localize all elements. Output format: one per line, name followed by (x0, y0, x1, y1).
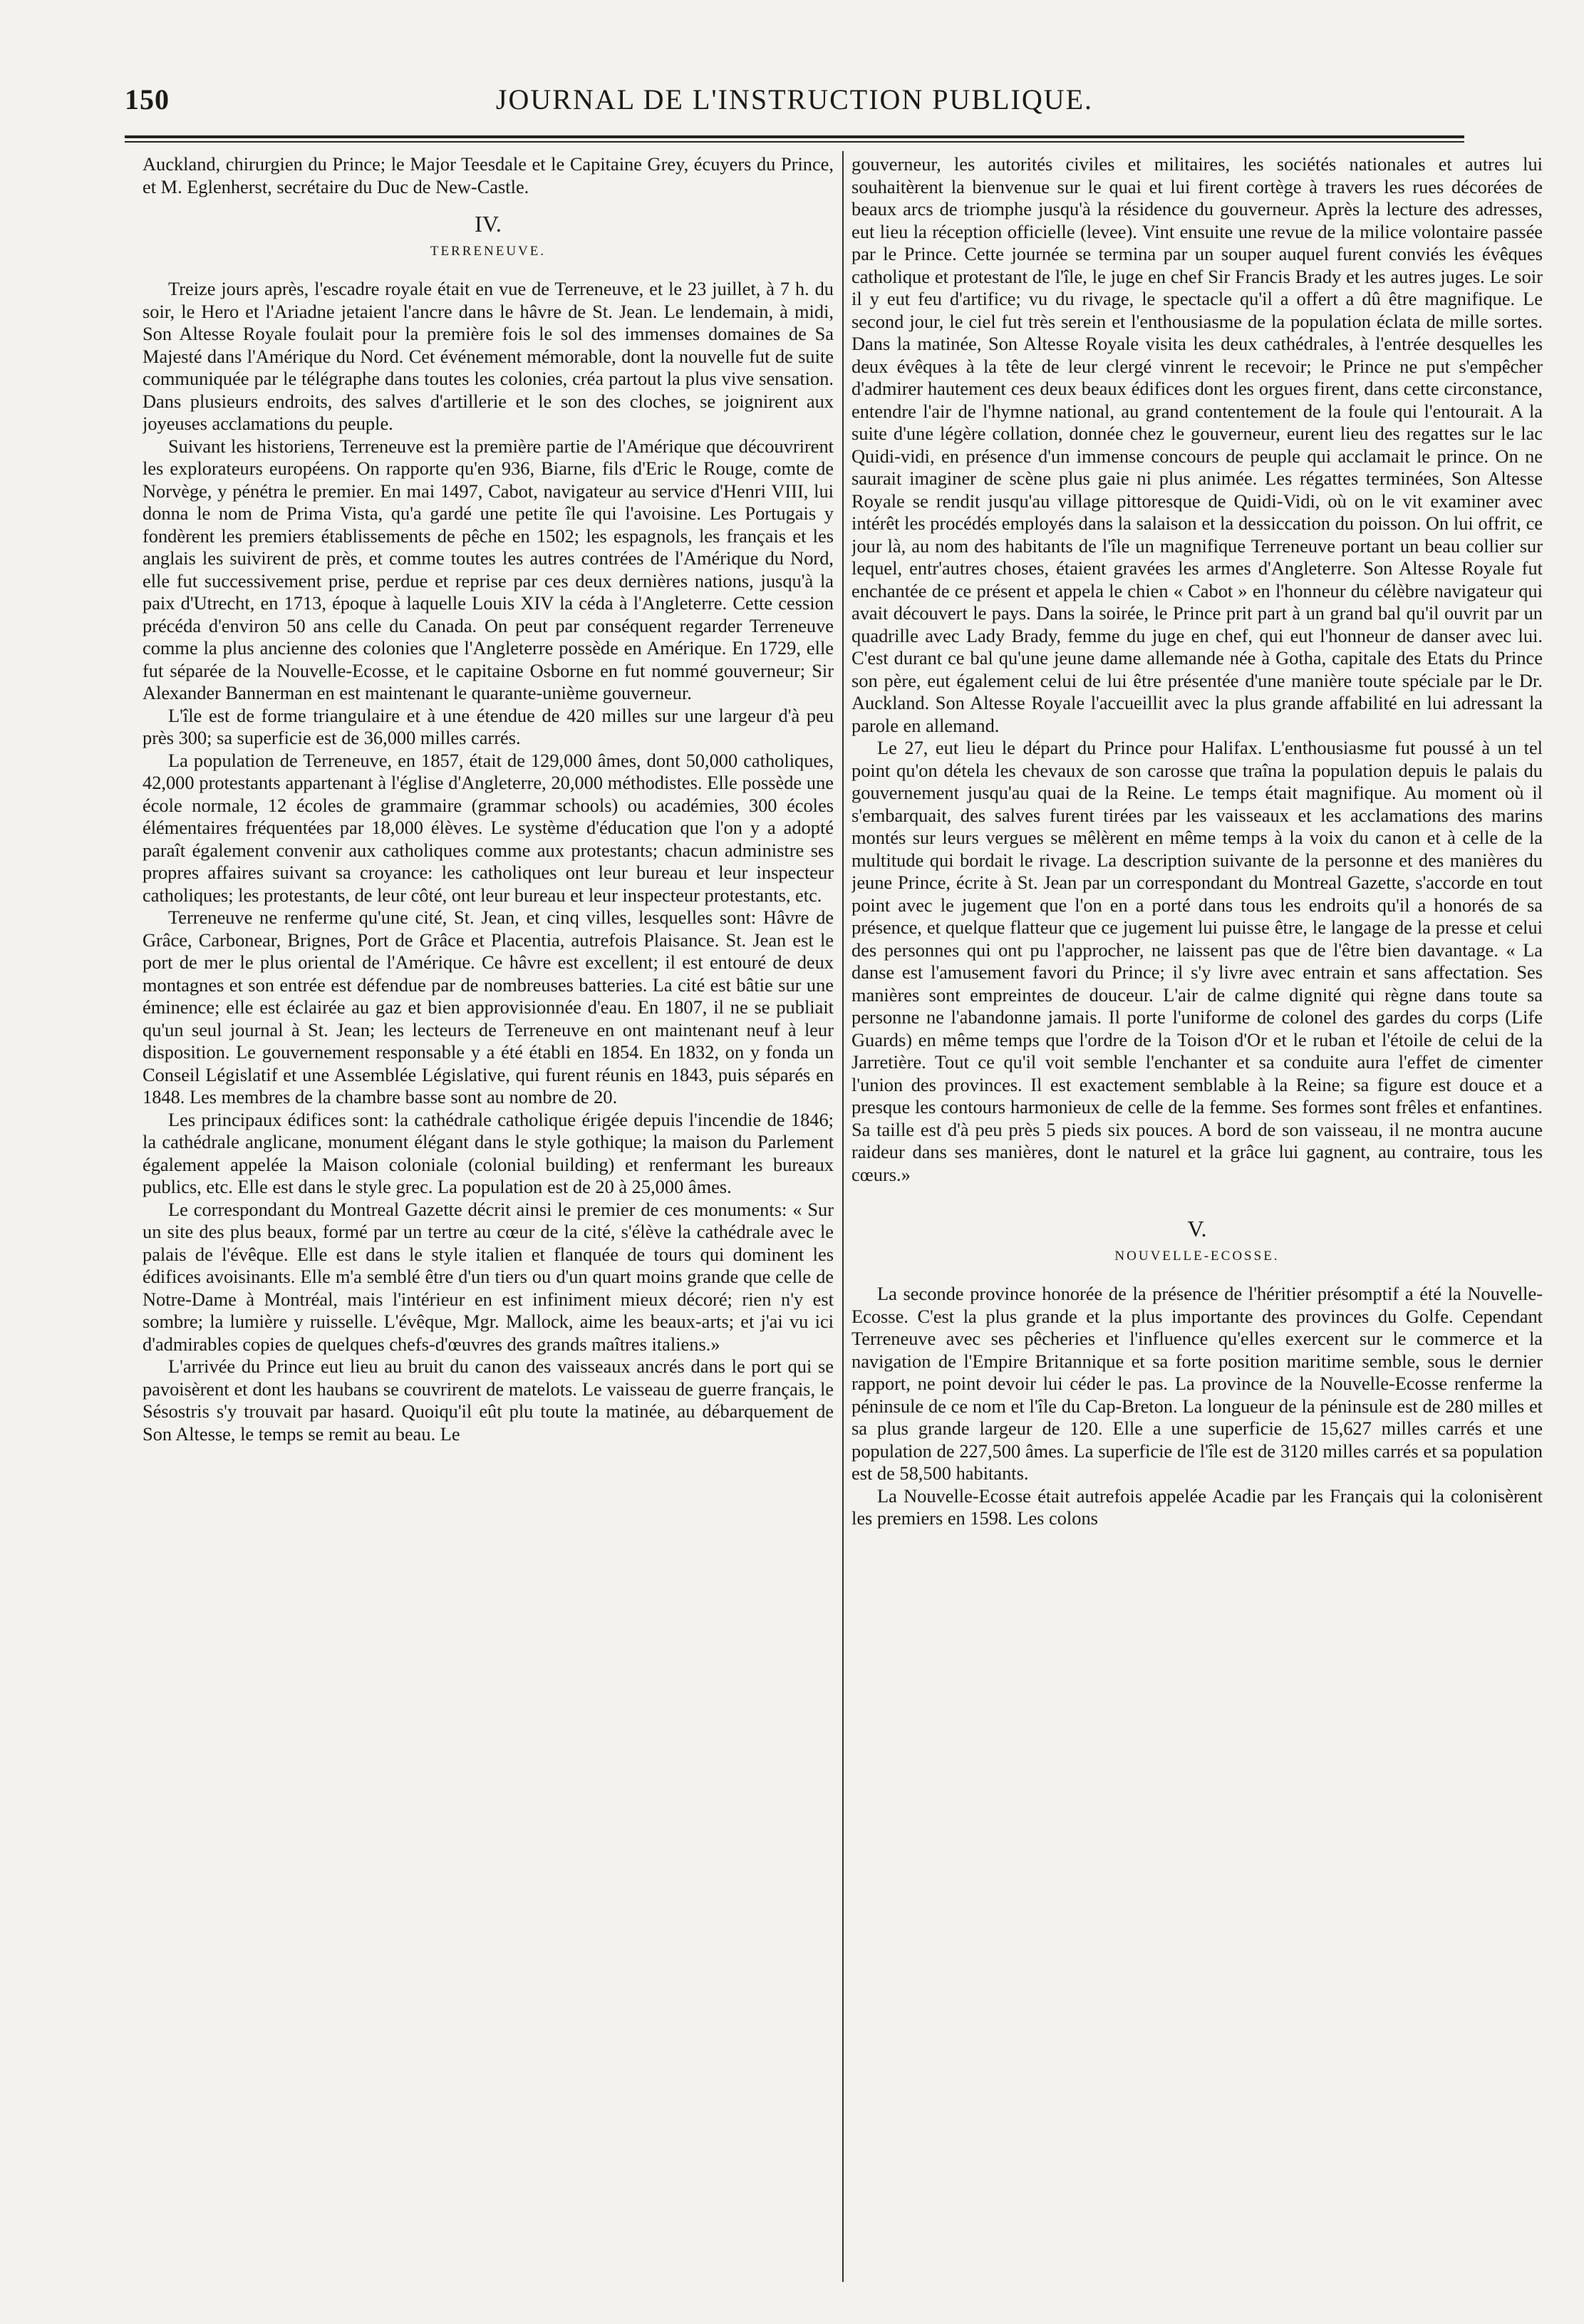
section-title: NOUVELLE-ECOSSE. (1114, 1249, 1280, 1264)
running-title: JOURNAL DE L'INSTRUCTION PUBLIQUE. (495, 83, 1094, 115)
page-number: 150 (125, 83, 170, 115)
paragraph: La seconde province honorée de la présence de l'héritier présomptif a été la Nouvelle-Ecosse. C'est la plus grande et la plus importante des provinces du Golfe. Cependant Terreneuve avec ses pêcheries et l'influence qu'elles exercent sur le commerce et la navigation de l'Empire Britannique et sa forte position maritime semble, sous le dernier rapport, ne point devoir lui céder le pas. La province de la Nouvelle-Ecosse renferme la péninsule de ce nom et l'île du Cap-Breton. La longueur de la péninsule est de 280 milles et sa plus grande largeur de 120. Elle a une superficie de 15,627 milles carrés et une population de 227,500 âmes. La superficie de l'île est de 3120 milles carrés et sa population est de 58,500 habitants. (851, 1283, 1543, 1484)
paragraph: Terreneuve ne renferme qu'une cité, St. Jean, et cinq villes, lesquelles sont: Hâvre de Grâce, Carbonear, Brignes, Port de Grâce et Placentia, autrefois Plaisance. St. Jean est le port de mer le plus oriental de l'Amérique. Ce hâvre est excellent; il est entouré de deux montagnes et son entrée est défendue par de nombreuses batteries. La cité est bâtie sur une éminence; elle est éclairée au gaz et bien approvisionnée d'eau. En 1807, il ne se publiait qu'un seul journal à St. Jean; les lecteurs de Terreneuve en ont maintenant neuf à leur disposition. Le gouvernement responsable y a été établi en 1854. En 1832, on y fonda un Conseil Législatif et une Assemblée Législative, qui furent réunis en 1843, puis séparés en 1848. Les membres de la chambre basse sont au nombre de 20. (143, 907, 834, 1107)
paragraph: La population de Terreneuve, en 1857, était de 129,000 âmes, dont 50,000 catholiques, 42,000 protestants appartenant à l'église d'Angleterre, 20,000 méthodistes. Elle possède une école normale, 12 écoles de grammaire (grammar schools) ou académies, 300 écoles élémentaires fréquentées par 18,000 élèves. Le système d'éducation que l'on y a adopté paraît également convenir aux catholiques comme aux protestants; chacun administre ses propres affaires suivant sa croyance: les catholiques ont leur bureau et leur inspecteur catholiques; les protestants, de leur côté, ont leur bureau et leur inspecteur protestants, etc. (143, 749, 834, 906)
continued-paragraph: gouverneur, les autorités civiles et militaires, les sociétés nationales et autres lui souhaitèrent la bienvenue sur le quai et lui firent cortège à travers les rues décorées de beaux arcs de triomphe jusqu'à la résidence du gouverneur. Après la lecture des adresses, eut lieu la réception officielle (levee). Vint ensuite une revue de la milice volontaire passée par le Prince. Cette journée se termina par un souper auquel furent conviés les évêques catholique et protestant de l'île, le juge en chef Sir Francis Brady et les autres juges. Le soir il y eut feu d'artifice; vu du rivage, le spectacle qu'il a offert a dû être magnifique. Le second jour, le ciel fut très serein et l'enthousiasme de la population éclata de mille sortes. Dans la matinée, Son Altesse Royale visita les deux cathédrales, à l'entrée desquelles les deux évêques à la tête de leur clergé vinrent le recevoir; le Prince ne put s'empêcher d'admirer hautement ces deux beaux édifices dont les orgues firent, dans cette circonstance, entendre l'air de l'hymne national, au grand contentement de la foule qui l'entourait. A la suite d'une légère collation, donnée chez le gouverneur, eurent lieu des regattes sur le lac Quidi-vidi, en présence d'un immense concours de peuple qui acclamait le prince. On ne saurait imaginer de scène plus gaie ni plus animée. Les régattes terminées, Son Altesse Royale se rendit jusqu'au village pittoresque de Quidi-Vidi, où on le vit examiner avec intérêt les procédés employés dans la salaison et la dessiccation du poisson. On lui offrit, ce jour là, au nom des habitants de l'île un magnifique Terreneuve portant un beau collier sur lequel, entr'autres choses, étaient gravées les armes d'Angleterre. Son Altesse Royale fut enchantée de ce présent et appela le chien « Cabot » en l'honneur du célèbre navigateur qui avait découvert le pays. Dans la soirée, le Prince prit part à un grand bal qu'il ouvrit par un quadrille avec Lady Brady, femme du juge en chef, qui eut l'honneur de danser avec lui. C'est durant ce bal qu'une jeune dame allemande née à Gotha, capitale des Etats du Prince son père, eut également celui de lui être présentée d'une manière toute spéciale par le Dr. Auckland. Son Altesse Royale l'accueillit avec la plus grande affabilité en lui adressant la parole en allemand. (851, 153, 1543, 736)
paragraph: Les principaux édifices sont: la cathédrale catholique érigée depuis l'incendie de 1846; la cathédrale anglicane, monument élégant dans le style gothique; la maison du Parlement également appelée la Maison coloniale (colonial building) et renfermant les bureaux publics, etc. Elle est dans le style grec. La population est de 20 à 25,000 âmes. (143, 1108, 834, 1197)
section-numeral: IV. (475, 211, 502, 237)
paragraph: La Nouvelle-Ecosse était autrefois appelée Acadie par les Français qui la colonisèrent les premiers en 1598. Les colons (851, 1484, 1543, 1529)
paragraph: Suivant les historiens, Terreneuve est la première partie de l'Amérique que découvrirent les explorateurs européens. On rapporte qu'en 936, Biarne, fils d'Eric le Rouge, comte de Norvège, y pénétra le premier. En mai 1497, Cabot, navigateur au service d'Henri VIII, lui donna le nom de Prima Vista, qu'a gardé une petite île qui l'avoisine. Les Portugais y fondèrent les premiers établissements de pêche en 1502; les espagnols, les français et les anglais les suivirent de près, et comme toutes les autres contrées de l'Amérique du Nord, elle fut successivement prise, perdue et reprise par ces deux dernières nations, jusqu'à la paix d'Utrecht, en 1713, époque à laquelle Louis XIV la céda à l'Angleterre. Cette cession précéda d'environ 50 ans celle du Canada. On peut par conséquent regarder Terreneuve comme la plus ancienne des colonies que l'Angleterre possède en Amérique. En 1729, elle fut séparée de la Nouvelle-Ecosse, et le capitaine Osborne en fut nommé gouverneur; Sir Alexander Bannerman en est maintenant le quarante-unième gouverneur. (143, 435, 834, 703)
paragraph: L'île est de forme triangulaire et à une étendue de 420 milles sur une largeur d'à peu près 300; sa superficie est de 36,000 milles carrés. (143, 704, 834, 748)
right-column (851, 153, 1543, 2281)
paragraph: Treize jours après, l'escadre royale était en vue de Terreneuve, et le 23 juillet, à 7 h. du soir, le Hero et l'Ariadne jetaient l'ancre dans le hâvre de St. Jean. Le lendemain, à midi, Son Altesse Royale foulait pour la première fois le sol des immenses domaines de Sa Majesté dans l'Amérique du Nord. Cet événement mémorable, dont la nouvelle fut de suite communiquée par le télégraphe dans toutes les colonies, créa partout la plus vive sensation. Dans plusieurs endroits, des salves d'artillerie et le son des cloches, se joignirent aux joyeuses acclamations du peuple. (143, 278, 834, 434)
section-numeral: V. (1187, 1216, 1207, 1241)
section-title: TERRENEUVE. (430, 244, 547, 259)
paragraph: Le correspondant du Montreal Gazette décrit ainsi le premier de ces monuments: « Sur un site des plus beaux, formé par un tertre au cœur de la cité, s'élève la cathédrale avec le palais de l'évêque. Elle est dans le style italien et flanquée de tours qui dominent les édifices avoisinants. Elle m'a semblé être d'un tiers ou d'un quart moins grande que celle de Notre-Dame à Montréal, mais l'intérieur en est infiniment mieux décoré; rien n'y est sombre; la lumière y ruisselle. L'évêque, Mgr. Mallock, aime les beaux-arts; et j'ai vu ici d'admirables copies de quelques chefs-d'œuvres des grands maîtres italiens.» (143, 1198, 834, 1355)
header-rule-thin (125, 141, 1464, 143)
column-divider (842, 151, 844, 2282)
paragraph: L'arrivée du Prince eut lieu au bruit du canon des vaisseaux ancrés dans le port qui se pavoisèrent et dont les haubans se couvrirent de matelots. Le vaisseau de guerre français, le Sésostris s'y trouvait par hasard. Quoiqu'il eût plu toute la matinée, au débarquement de Son Altesse, le temps se remit au beau. Le (143, 1355, 834, 1445)
continued-paragraph: Auckland, chirurgien du Prince; le Major Teesdale et le Capitaine Grey, écuyers du Prince, et M. Eglenherst, secrétaire du Duc de New-Castle. (143, 153, 834, 197)
page-header (125, 83, 1464, 125)
header-rule (125, 135, 1464, 138)
paragraph: Le 27, eut lieu le départ du Prince pour Halifax. L'enthousiasme fut poussé à un tel point qu'on détela les chevaux de son carosse que traîna la population depuis le palais du gouvernement jusqu'au quai de la Reine. Le temps était magnifique. Au moment où il s'embarquait, des salves furent tirées par les vaisseaux et les acclamations des marins montés sur leurs vergues se mêlèrent en même temps à la voix du canon et à celle de la multitude qui bordait le rivage. La description suivante de la personne et des manières du jeune Prince, écrite à St. Jean par un correspondant du Montreal Gazette, s'accorde en tout point avec le jugement que l'on en a porté dans tous les endroits qu'il a honorés de sa présence, et quelque flatteur que ce jugement lui puisse être, le langage de la presse et celui des personnes qui ont pu l'approcher, ne laissent pas que de l'être bien davantage. « La danse est l'amusement favori du Prince; il s'y livre avec entrain et sans affectation. Ses manières sont empreintes de douceur. L'air de calme dignité qui règne dans toute sa personne ne l'abandonne jamais. Il porte l'uniforme de colonel des gardes du corps (Life Guards) en même temps que l'ordre de la Toison d'Or et le ruban et l'étoile de celui de la Jarretière. Tout ce qu'il voit semble l'enchanter et sa conduite aura l'effet de cimenter l'union des provinces. Il est exactement semblable à la Reine; sa figure est douce et a presque les contours harmonieux de celle de la femme. Ses formes sont frêles et enfantines. Sa taille est d'à peu près 5 pieds six pouces. A bord de son vaisseau, il ne montra aucune raideur dans ses manières, dont le naturel et la grâce lui gagnent, au contraire, tous les cœurs.» (851, 737, 1543, 1185)
left-column (143, 153, 834, 2281)
